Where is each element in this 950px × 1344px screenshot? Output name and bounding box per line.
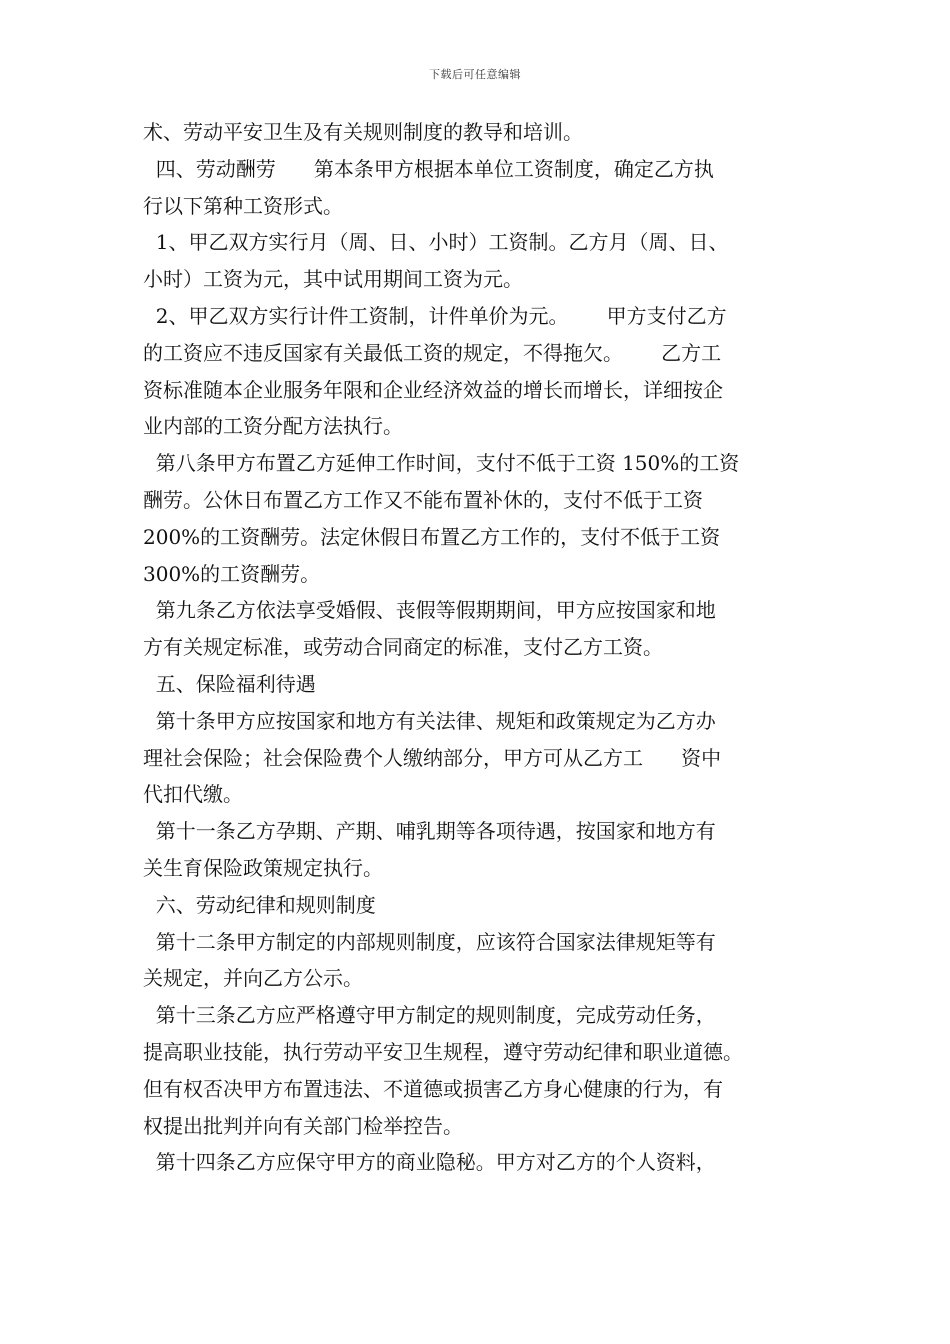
text-line: 第十四条乙方应保守甲方的商业隐秘。甲方对乙方的个人资料， bbox=[143, 1150, 716, 1175]
text-line: 理社会保险；社会保险费个人缴纳部分，甲方可从乙方工 资中 bbox=[143, 745, 722, 770]
text-line: 300%的工资酬劳。 bbox=[143, 561, 321, 586]
text-line: 术、劳动平安卫生及有关规则制度的教导和培训。 bbox=[143, 120, 583, 144]
text-line: 资标准随本企业服务年限和企业经济效益的增长而增长，详细按企 bbox=[143, 377, 723, 402]
text-line: 第十二条甲方制定的内部规则制度，应该符合国家法律规矩等有 bbox=[143, 929, 716, 954]
section-heading: 六、劳动纪律和规则制度 bbox=[143, 892, 376, 917]
text-line: 2、甲乙双方实行计件工资制，计件单价为元。 甲方支付乙方 bbox=[143, 303, 727, 328]
text-line: 1、甲乙双方实行月（周、日、小时）工资制。乙方月（周、日、 bbox=[143, 230, 729, 255]
text-line: 代扣代缴。 bbox=[143, 782, 243, 807]
text-line: 酬劳。公休日布置乙方工作又不能布置补休的，支付不低于工资 bbox=[143, 487, 703, 512]
page-header: 下载后可任意编辑 bbox=[429, 68, 521, 81]
text-line: 第十三条乙方应严格遵守甲方制定的规则制度，完成劳动任务， bbox=[143, 1003, 716, 1028]
text-line: 四、劳动酬劳 第本条甲方根据本单位工资制度，确定乙方执 bbox=[143, 156, 714, 181]
text-line: 的工资应不违反国家有关最低工资的规定，不得拖欠。 乙方工 bbox=[143, 340, 722, 365]
document-body bbox=[143, 114, 815, 1181]
text-line: 第十条甲方应按国家和地方有关法律、规矩和政策规定为乙方办 bbox=[143, 708, 716, 733]
text-line: 200%的工资酬劳。法定休假日布置乙方工作的，支付不低于工资 bbox=[143, 524, 721, 549]
text-line: 小时）工资为元，其中试用期间工资为元。 bbox=[143, 267, 523, 292]
text-line: 关规定，并向乙方公示。 bbox=[143, 966, 363, 991]
text-line: 第十一条乙方孕期、产期、哺乳期等各项待遇，按国家和地方有 bbox=[143, 819, 716, 844]
text-line: 行以下第种工资形式。 bbox=[143, 193, 343, 218]
text-line: 第八条甲方布置乙方延伸工作时间，支付不低于工资 150%的工资 bbox=[143, 451, 740, 476]
text-line: 方有关规定标准，或劳动合同商定的标准，支付乙方工资。 bbox=[143, 635, 663, 660]
section-heading: 五、保险福利待遇 bbox=[143, 671, 316, 696]
text-line: 业内部的工资分配方法执行。 bbox=[143, 414, 403, 439]
text-line: 权提出批判并向有关部门检举控告。 bbox=[143, 1113, 463, 1138]
text-line: 但有权否决甲方布置违法、不道德或损害乙方身心健康的行为，有 bbox=[143, 1076, 723, 1101]
text-line: 关生育保险政策规定执行。 bbox=[143, 855, 383, 880]
text-line: 提高职业技能，执行劳动平安卫生规程，遵守劳动纪律和职业道德。 bbox=[143, 1039, 743, 1064]
text-line: 第九条乙方依法享受婚假、丧假等假期期间，甲方应按国家和地 bbox=[143, 598, 716, 623]
